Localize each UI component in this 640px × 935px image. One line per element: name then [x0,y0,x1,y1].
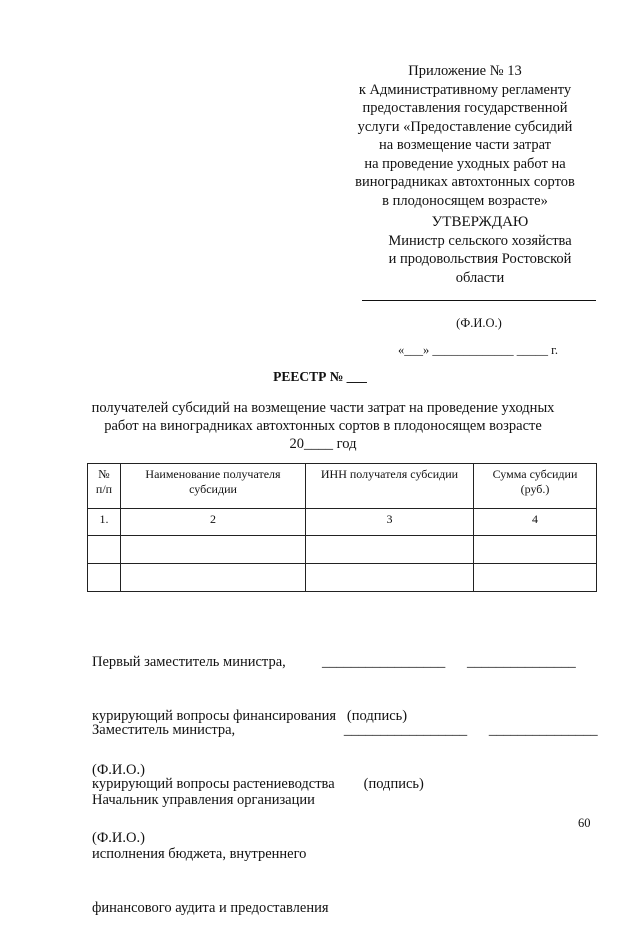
table-row [88,536,597,564]
table-cell [474,564,597,592]
page-number: 60 [578,816,591,830]
signature-line: Начальник управления организации [92,792,315,808]
table-cell [121,564,306,592]
approval-line: и продовольствия Ростовской [388,251,572,267]
table-cell [88,564,121,592]
header-number: № п/п [88,464,121,509]
signature-line: Первый заместитель министра, _________________ _______________ [92,654,576,670]
appendix-line: виноградниках автохтонных сортов [355,174,575,190]
minister-fio-label: (Ф.И.О.) [456,316,502,330]
approval-block [365,213,595,287]
appendix-line: на проведение уходных работ на [364,155,566,172]
appendix-line: на возмещение части затрат [379,137,551,153]
table-cell [306,564,474,592]
signature-line: (Ф.И.О.) [92,830,145,846]
table-row-numbering [88,509,597,536]
table-header-row [88,464,597,509]
appendix-line: предоставления государственной [362,100,568,116]
header-inn: ИНН получателя субсидии [306,464,474,509]
table-cell [88,536,121,564]
table-cell: 3 [306,509,474,536]
table-row [88,564,597,592]
purpose-line: работ на виноградниках автохтонных сортов в плодоносящем возрасте [104,418,542,434]
approval-heading: УТВЕРЖДАЮ [431,214,529,230]
signature-line: курирующий вопросы финансирования (подпись) [92,708,408,724]
appendix-line: в плодоносящем возрасте» [382,192,548,209]
signature-line: курирующий вопросы растениеводства (подпись) [92,776,424,792]
signature-line: финансового аудита и предоставления [92,900,329,916]
appendix-heading [330,62,600,210]
signature-department-head [92,755,329,935]
approval-line: области [455,269,505,286]
table-cell: 1. [88,509,121,536]
signature-line: Заместитель министра, _________________ _______________ [92,722,598,738]
purpose-line: получателей субсидий на возмещение части затрат на проведение уходных [91,400,555,416]
minister-signature-line [362,300,596,301]
register-title: РЕЕСТР № ___ [273,369,367,384]
signature-line: (Ф.И.О.) [92,762,145,778]
register-table [87,463,597,592]
table-cell: 4 [474,509,597,536]
table-cell [474,536,597,564]
signature-line: исполнения бюджета, внутреннего [92,846,307,862]
header-subsidy-amount: Сумма субсидии (руб.) [474,464,597,509]
approval-line: Министр сельского хозяйства [388,232,572,249]
approval-date-line: «___» _____________ _____ г. [398,343,558,357]
table-cell [121,536,306,564]
register-purpose [88,399,558,453]
table-cell [306,536,474,564]
appendix-line: к Административному регламенту [358,81,572,98]
table-cell: 2 [121,509,306,536]
appendix-line: услуги «Предоставление субсидий [357,118,573,135]
header-recipient-name: Наименование получателя субсидии [121,464,306,509]
appendix-line: Приложение № 13 [408,63,522,79]
purpose-year: 20____ год [289,436,357,452]
